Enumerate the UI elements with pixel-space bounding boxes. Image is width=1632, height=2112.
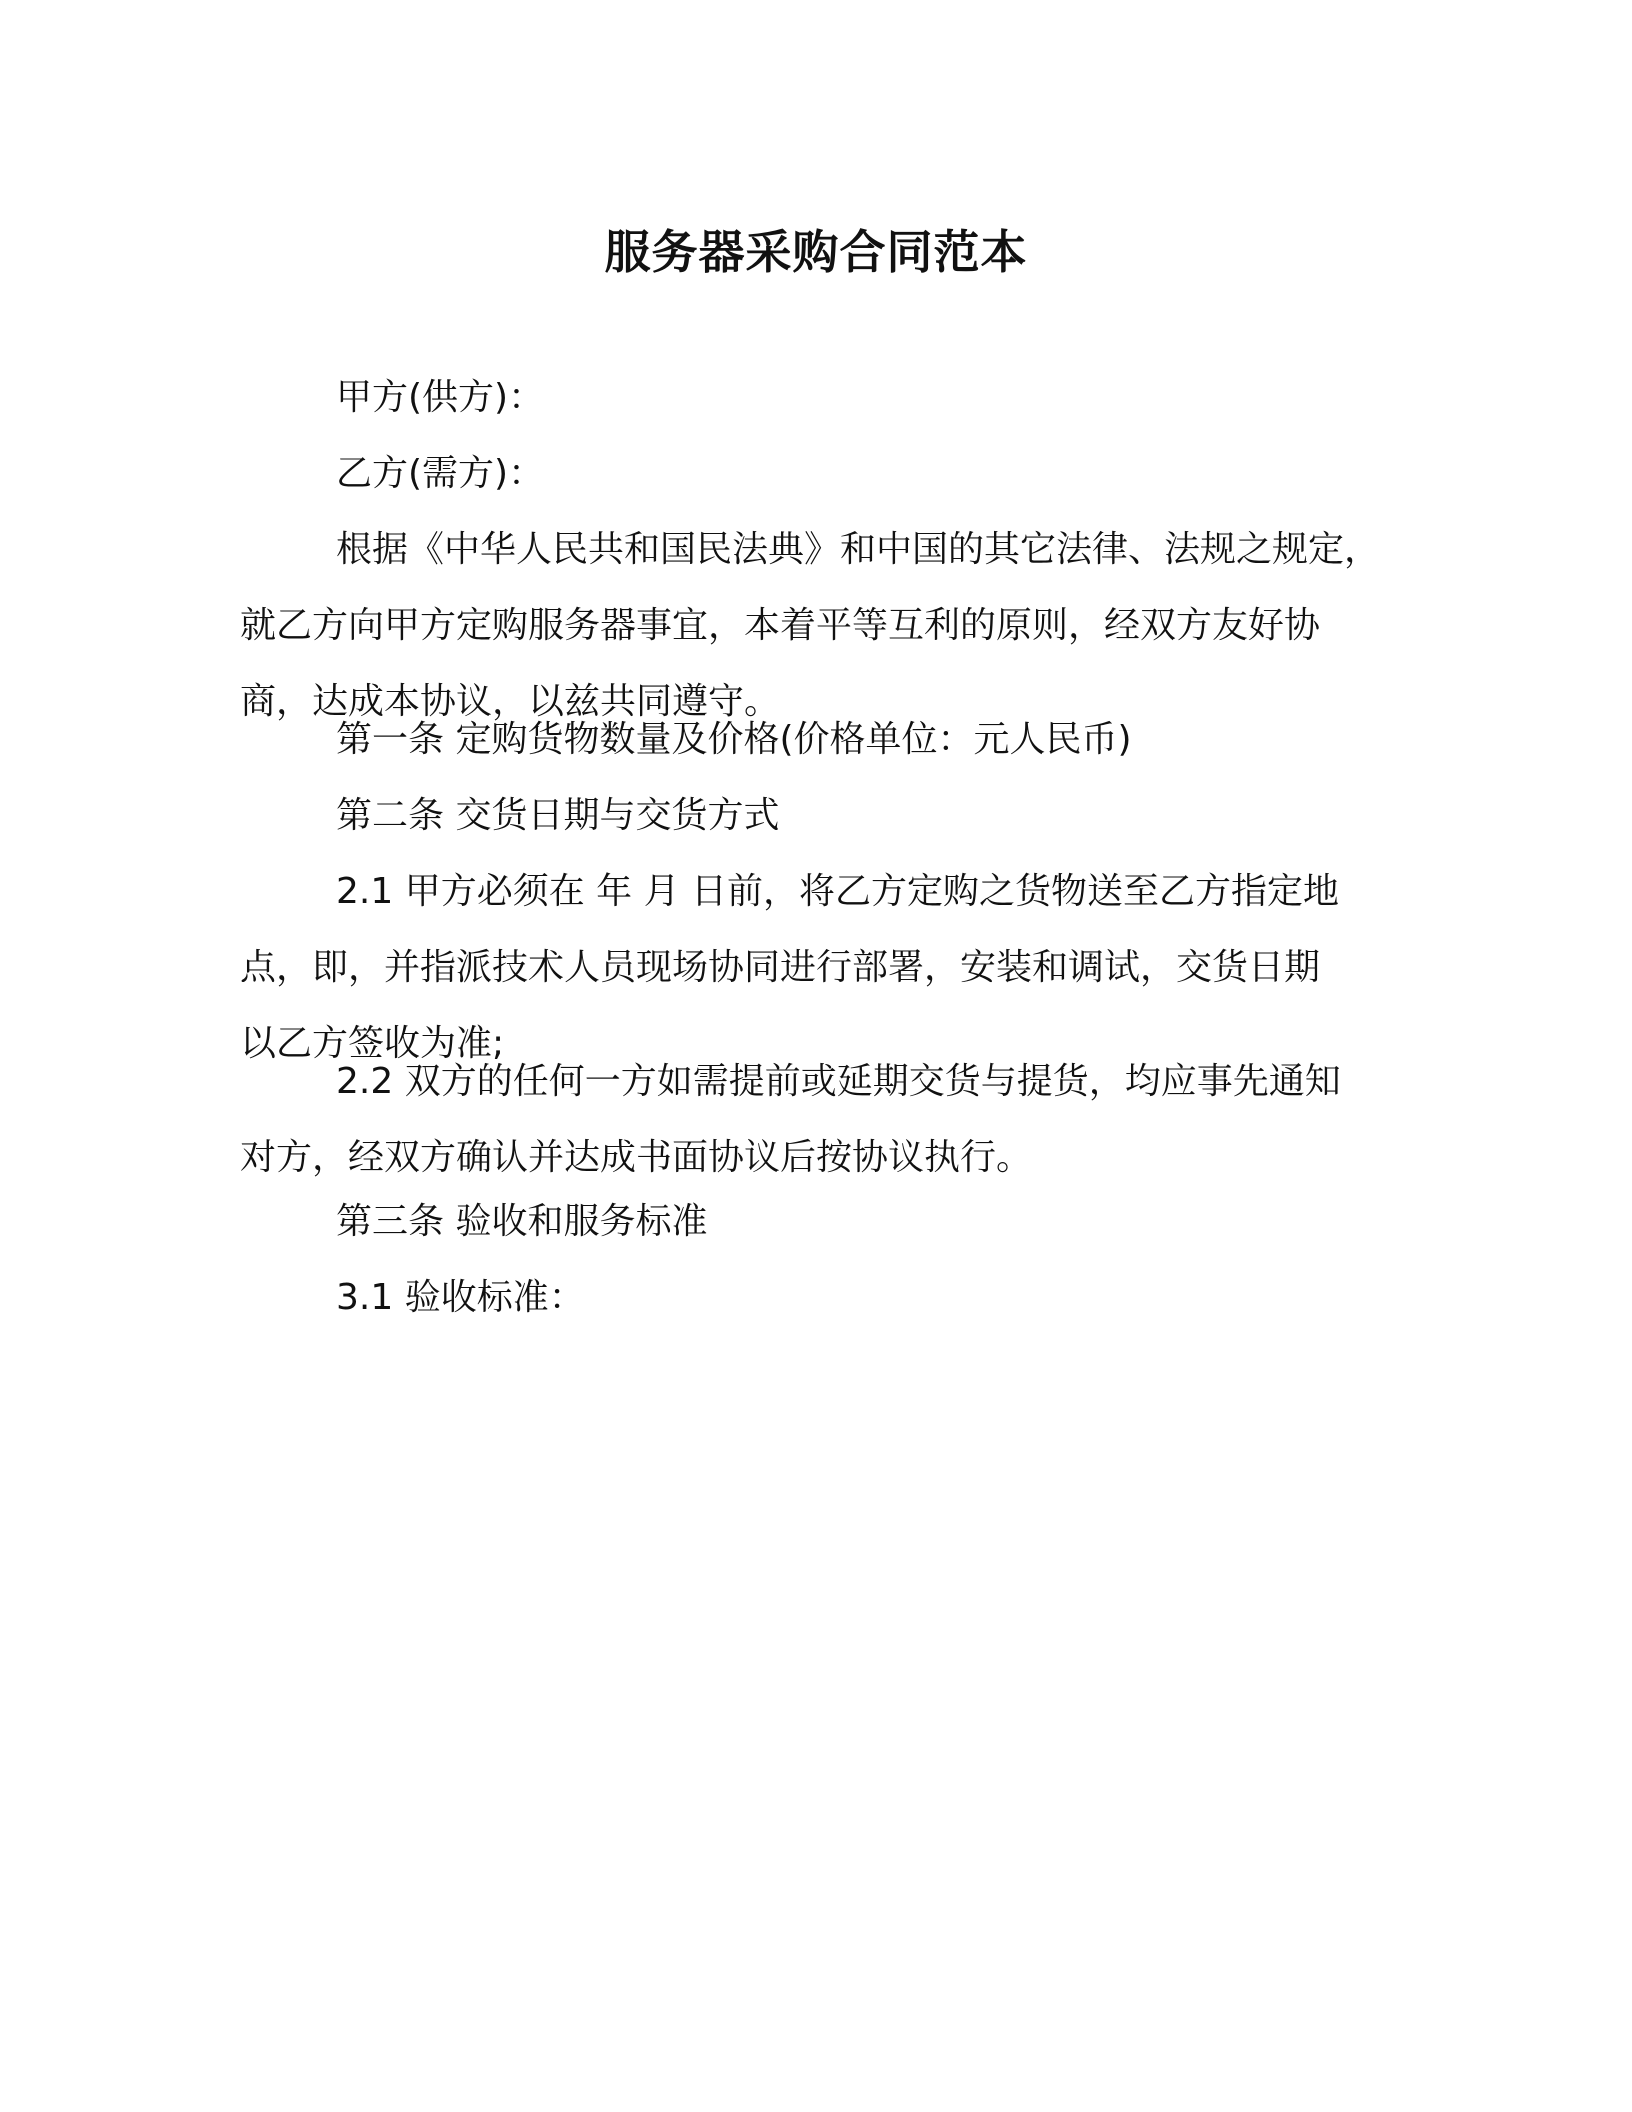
preamble-line: 就乙方向甲方定购服务器事宜，本着平等互利的原则，经双方友好协 [240,605,1321,646]
party-a-label: 甲方(供方)： [336,377,545,418]
clause-line: 对方，经双方确认并达成书面协议后按协议执行。 [240,1137,1033,1178]
party-b-label: 乙方(需方)： [336,453,545,494]
preamble-line: 根据《中华人民共和国民法典》和中国的其它法律、法规之规定， [336,529,1381,570]
clause-line: 2.1 甲方必须在 年 月 日前，将乙方定购之货物送至乙方指定地 [336,871,1340,912]
article-1-heading: 第一条 定购货物数量及价格(价格单位：元人民币) [336,719,1132,760]
article-2-heading: 第二条 交货日期与交货方式 [336,795,780,836]
page-title: 服务器采购合同范本 [604,225,1028,279]
clause-line: 点，即，并指派技术人员现场协同进行部署，安装和调试，交货日期 [240,947,1321,988]
article-3-heading: 第三条 验收和服务标准 [336,1201,708,1242]
preamble-line: 商，达成本协议，以兹共同遵守。 [240,681,781,722]
clause-line: 以乙方签收为准; [240,1023,505,1064]
clause-3-1-heading: 3.1 验收标准： [336,1277,585,1318]
clause-line: 2.2 双方的任何一方如需提前或延期交货与提货，均应事先通知 [336,1061,1341,1102]
clause-2-2-paragraph [240,1044,1341,1196]
